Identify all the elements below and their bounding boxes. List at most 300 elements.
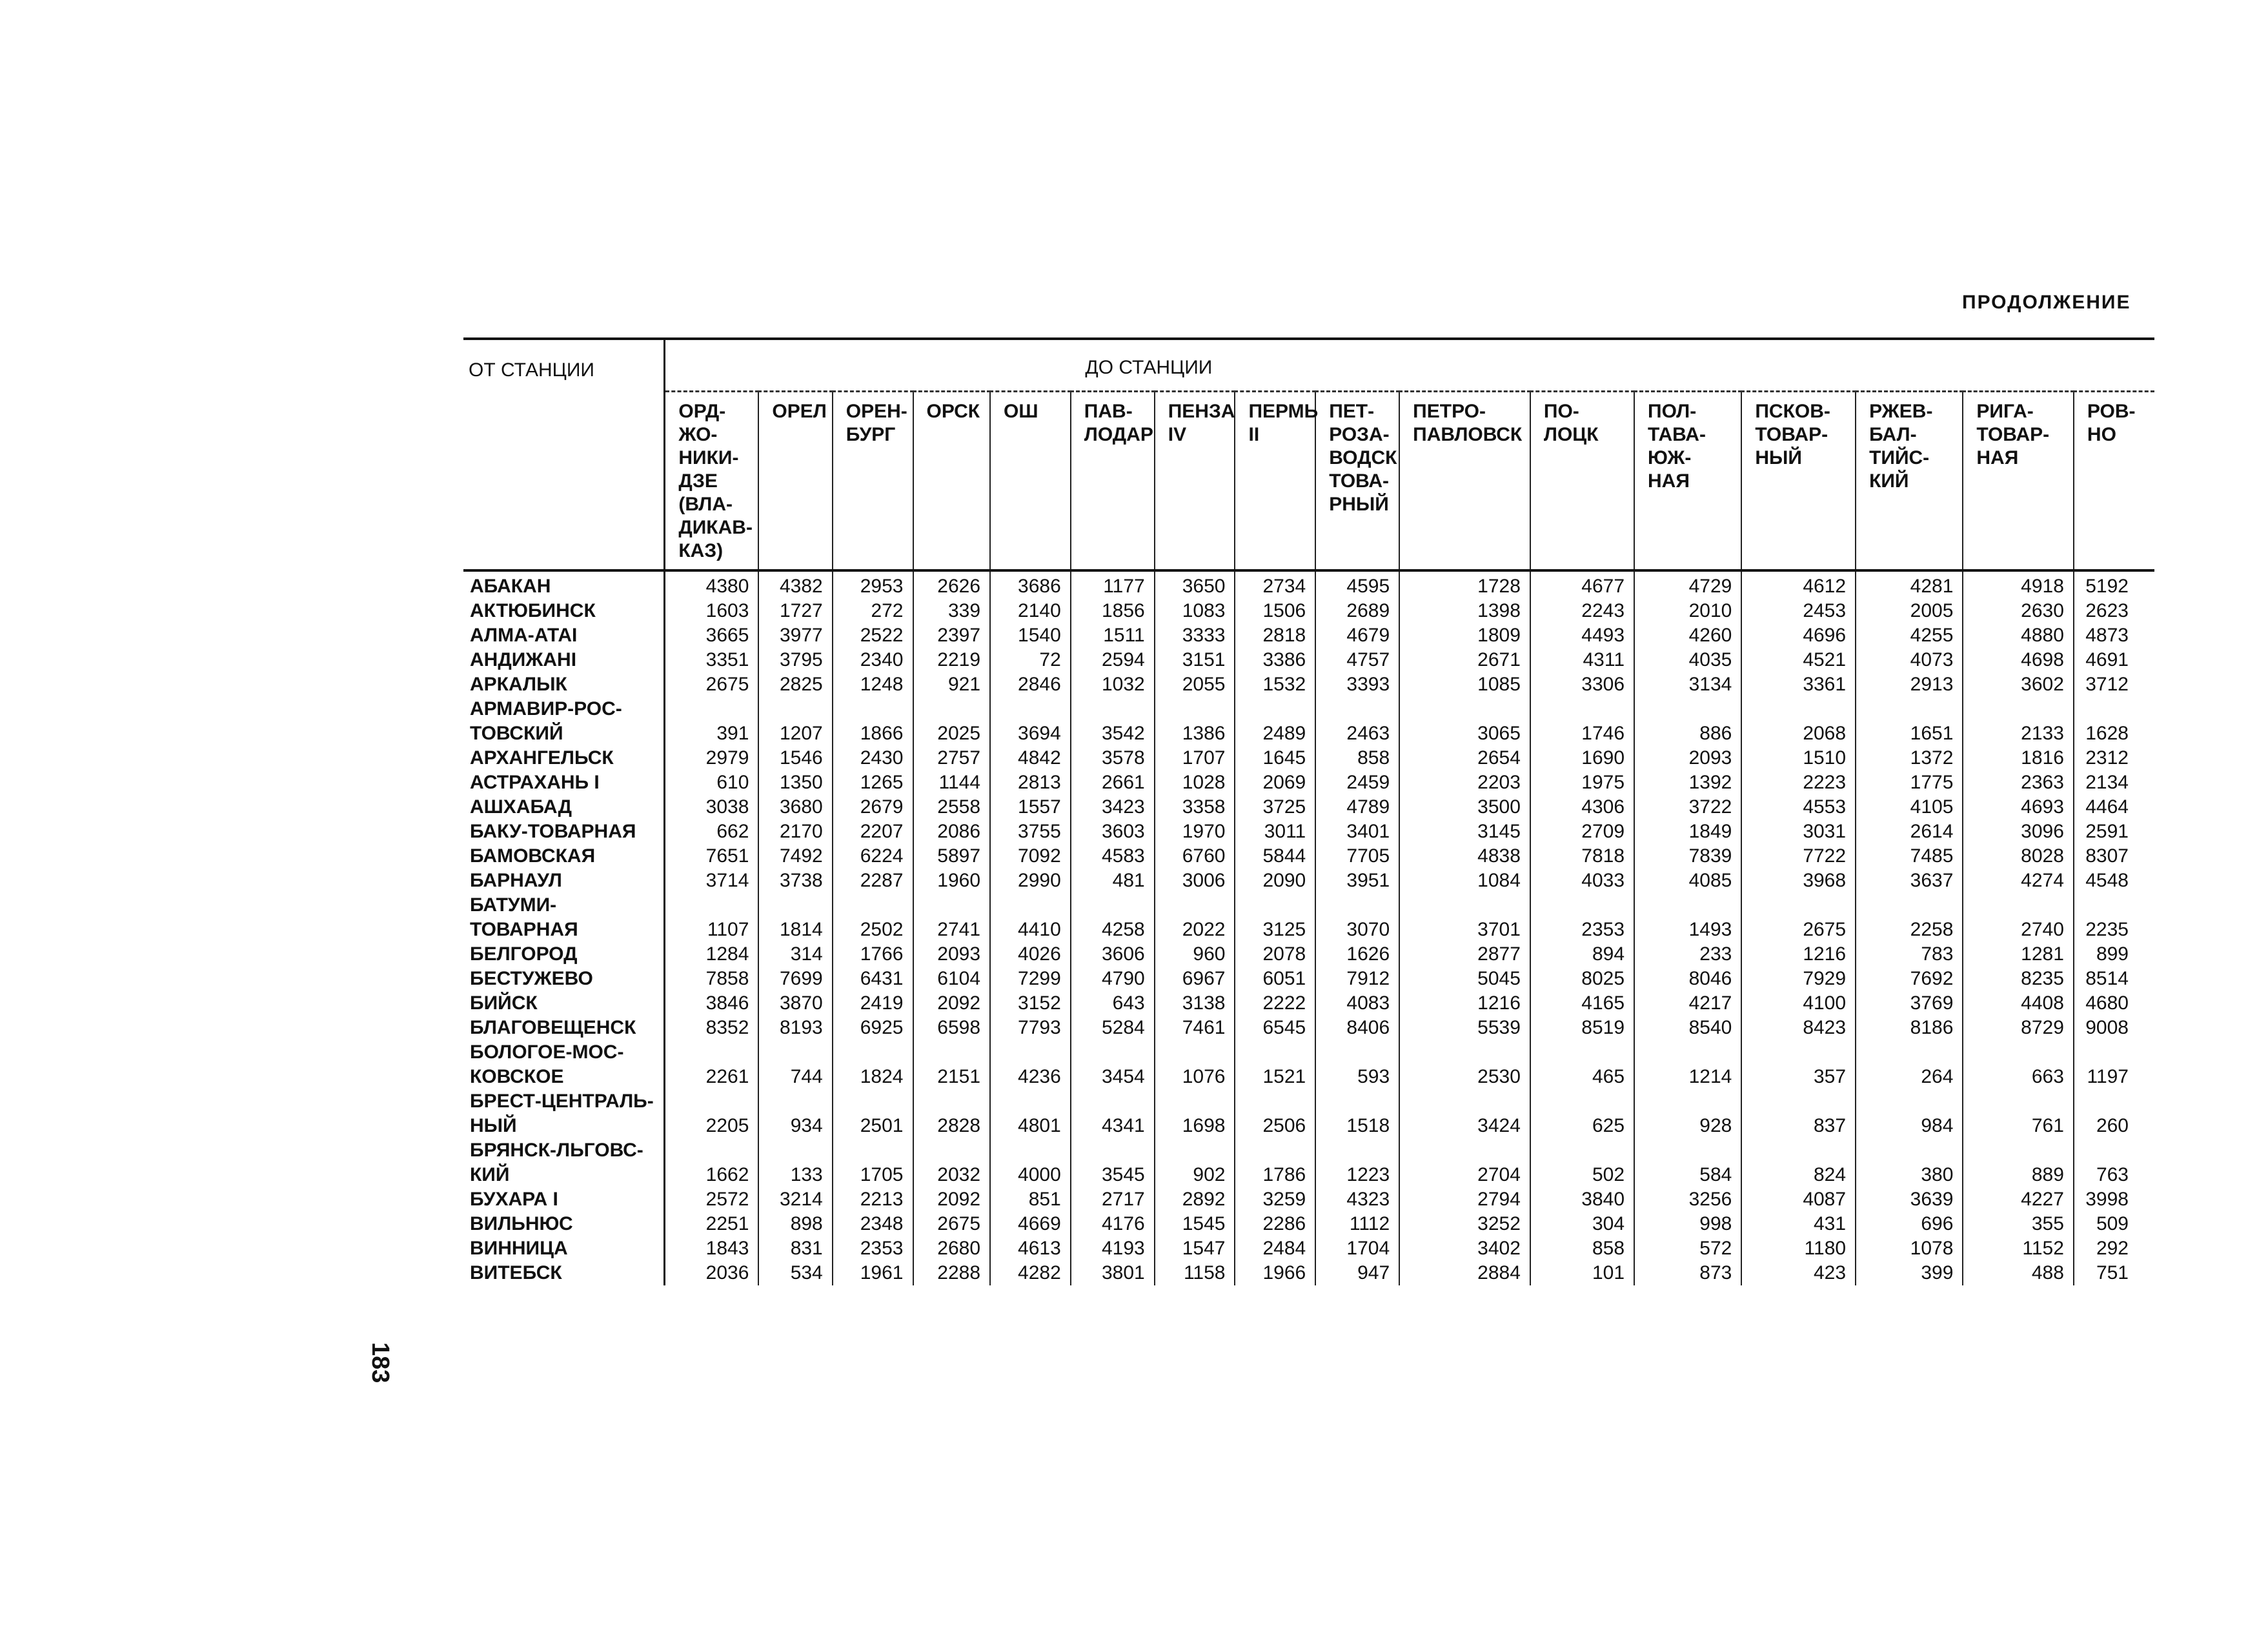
distance-cell: 2846 [990, 672, 1071, 697]
distance-cell: 3606 [1071, 942, 1155, 967]
distance-cell: 9008 [2085, 1017, 2129, 1038]
distance-cell: 1510 [1741, 746, 1856, 770]
table-row [463, 746, 2154, 770]
distance-cell: 2397 [913, 623, 991, 648]
distance-cell: 7912 [1315, 967, 1399, 991]
distance-cell: 902 [1155, 1138, 1235, 1187]
distance-cell: 2207 [833, 820, 913, 844]
distance-cell: 886 [1634, 697, 1741, 746]
column-header: ОШ [990, 392, 1071, 571]
distance-cell: 3542 [1071, 697, 1155, 746]
distance-cell: 3259 [1235, 1187, 1315, 1212]
distance-cell: 2704 [1399, 1138, 1530, 1187]
distance-cell: 3402 [1399, 1236, 1530, 1261]
distance-cell: 4493 [1530, 623, 1634, 648]
distance-cell: 1144 [913, 770, 991, 795]
distance-cell: 1966 [1235, 1261, 1315, 1285]
distance-cell: 3639 [1856, 1187, 1963, 1212]
station-name: БЕСТУЖЕВО [463, 967, 665, 991]
distance-cell: 1248 [833, 672, 913, 697]
distance-cell: 4595 [1315, 570, 1399, 599]
distance-cell: 4085 [1634, 869, 1741, 893]
distance-cell: 4838 [1399, 844, 1530, 869]
distance-cell: 593 [1315, 1040, 1399, 1089]
distance-cell: 2092 [913, 1187, 991, 1212]
distance-cell: 662 [665, 820, 759, 844]
distance-cell: 2055 [1155, 672, 1235, 697]
distance-cell: 3545 [1071, 1138, 1155, 1187]
distance-cell: 1028 [1155, 770, 1235, 795]
distance-cell: 2990 [990, 869, 1071, 893]
station-name: АБАКАН [463, 570, 665, 599]
distance-cell: 4677 [1530, 570, 1634, 599]
distance-cell: 355 [1963, 1212, 2074, 1236]
distance-cell: 1386 [1155, 697, 1235, 746]
distance-cell: 3694 [990, 697, 1071, 746]
table-row [463, 820, 2154, 844]
distance-cell: 3714 [665, 869, 759, 893]
distance-cell: 3424 [1399, 1089, 1530, 1138]
distance-cell: 2877 [1399, 942, 1530, 967]
distance-cell: 2671 [1399, 648, 1530, 672]
distance-cell: 4258 [1071, 893, 1155, 942]
distance-cell: 3152 [990, 991, 1071, 1016]
distance-cell: 357 [1741, 1040, 1856, 1089]
distance-cell: 7492 [758, 844, 832, 869]
distance-cell: 4083 [1315, 991, 1399, 1016]
table-row [463, 1089, 2154, 1138]
continuation-label: ПРОДОЛЖЕНИЕ [1962, 292, 2131, 313]
distance-cell: 1645 [1235, 746, 1315, 770]
distance-cell: 3031 [1741, 820, 1856, 844]
distance-cell: 7699 [758, 967, 832, 991]
distance-cell: 2740 [1963, 893, 2074, 942]
distance-cell: 2140 [990, 599, 1071, 623]
distance-cell: 3637 [1856, 869, 1963, 893]
distance-cell: 2353 [1530, 893, 1634, 942]
table-row [463, 672, 2154, 697]
distance-cell: 1547 [1155, 1236, 1235, 1261]
distance-cell: 2078 [1235, 942, 1315, 967]
distance-cell: 3214 [758, 1187, 832, 1212]
distance-cell: 8235 [1963, 967, 2074, 991]
distance-cell: 1083 [1155, 599, 1235, 623]
table-row [463, 869, 2154, 893]
distance-cell: 3252 [1399, 1212, 1530, 1236]
distance-cell: 2828 [913, 1089, 991, 1138]
distance-cell: 314 [758, 942, 832, 967]
distance-cell: 4323 [1315, 1187, 1399, 1212]
distance-cell: 3840 [1530, 1187, 1634, 1212]
column-headers [463, 392, 2154, 571]
distance-cell: 339 [913, 599, 991, 623]
distance-cell: 2675 [913, 1212, 991, 1236]
table-row [463, 623, 2154, 648]
distance-cell: 1746 [1530, 697, 1634, 746]
distance-cell: 3393 [1315, 672, 1399, 697]
distance-cell: 1814 [758, 893, 832, 942]
distance-cell: 898 [758, 1212, 832, 1236]
distance-cell: 3333 [1155, 623, 1235, 648]
distance-cell: 1085 [1399, 672, 1530, 697]
distance-cell: 2459 [1315, 770, 1399, 795]
distance-cell: 6598 [913, 1016, 991, 1040]
distance-cell: 4691 [2085, 649, 2129, 670]
distance-cell: 2363 [1963, 770, 2074, 795]
distance-cell: 1177 [1071, 570, 1155, 599]
column-header: ПЕНЗА IV [1155, 392, 1235, 571]
distance-cell: 1216 [1399, 991, 1530, 1016]
column-header: РЖЕВ- БАЛ- ТИЙС- КИЙ [1856, 392, 1963, 571]
station-name: АЛМА-АТАI [463, 623, 665, 648]
station-name: БАТУМИ-ТОВАРНАЯ [463, 893, 665, 942]
distance-cell: 1032 [1071, 672, 1155, 697]
distance-cell: 947 [1315, 1261, 1399, 1285]
distance-cell: 4306 [1530, 795, 1634, 820]
distance-cell: 2419 [833, 991, 913, 1016]
distance-cell: 2287 [833, 869, 913, 893]
distance-cell: 304 [1530, 1212, 1634, 1236]
column-header: ОРЕЛ [758, 392, 832, 571]
distance-cell: 423 [1741, 1261, 1856, 1285]
distance-cell: 2884 [1399, 1261, 1530, 1285]
distance-cell: 1975 [1530, 770, 1634, 795]
distance-cell: 2213 [833, 1187, 913, 1212]
distance-cell: 3256 [1634, 1187, 1741, 1212]
distance-cell: 509 [2096, 1213, 2129, 1234]
distance-cell: 2813 [990, 770, 1071, 795]
station-name: АРХАНГЕЛЬСК [463, 746, 665, 770]
distance-cell: 1197 [2087, 1066, 2129, 1087]
table-row [463, 1261, 2154, 1285]
distance-cell: 899 [2096, 943, 2129, 965]
table-row [463, 991, 2154, 1016]
column-header: ПОЛ- ТАВА- ЮЖ- НАЯ [1634, 392, 1741, 571]
from-station-header: ОТ СТАНЦИИ [463, 339, 665, 570]
distance-cell: 1786 [1235, 1138, 1315, 1187]
distance-cell: 2068 [1741, 697, 1856, 746]
distance-cell: 2892 [1155, 1187, 1235, 1212]
distance-cell: 5284 [1071, 1016, 1155, 1040]
distance-cell: 8307 [2085, 845, 2129, 867]
distance-cell: 2235 [2085, 919, 2129, 940]
distance-cell: 260 [2096, 1115, 2129, 1136]
distance-cell: 1662 [665, 1138, 759, 1187]
station-name: БОЛОГОЕ-МОС- КОВСКОЕ [463, 1040, 665, 1089]
distance-cell: 2222 [1235, 991, 1315, 1016]
distance-cell: 1506 [1235, 599, 1315, 623]
distance-cell: 4380 [665, 570, 759, 599]
station-name: АШХАБАД [463, 795, 665, 820]
distance-cell: 3145 [1399, 820, 1530, 844]
distance-cell: 3401 [1315, 820, 1399, 844]
distance-cell: 4165 [1530, 991, 1634, 1016]
distance-cell: 6967 [1155, 967, 1235, 991]
distance-cell: 1626 [1315, 942, 1399, 967]
distance-cell: 5844 [1235, 844, 1315, 869]
distance-cell: 1960 [913, 869, 991, 893]
station-name: ВИННИЦА [463, 1236, 665, 1261]
distance-cell: 1843 [665, 1236, 759, 1261]
table-row [463, 599, 2154, 623]
column-header: ПЕТРО- ПАВЛОВСК [1399, 392, 1530, 571]
distance-cell: 824 [1741, 1138, 1856, 1187]
distance-cell: 1392 [1634, 770, 1741, 795]
distance-cell: 264 [1856, 1040, 1963, 1089]
distance-cell: 4729 [1634, 570, 1741, 599]
distance-cell: 984 [1856, 1089, 1963, 1138]
distance-cell: 2522 [833, 623, 913, 648]
distance-cell: 2090 [1235, 869, 1315, 893]
distance-cell: 2484 [1235, 1236, 1315, 1261]
distance-cell: 3134 [1634, 672, 1741, 697]
station-name: ВИЛЬНЮС [463, 1212, 665, 1236]
distance-cell: 2093 [1634, 746, 1741, 770]
distance-cell: 1372 [1856, 746, 1963, 770]
distance-cell: 894 [1530, 942, 1634, 967]
distance-cell: 7929 [1741, 967, 1856, 991]
distance-cell: 696 [1856, 1212, 1963, 1236]
distance-cell: 534 [758, 1261, 832, 1285]
table-row [463, 1040, 2154, 1089]
distance-cell: 2025 [913, 697, 991, 746]
distance-cell: 2151 [913, 1040, 991, 1089]
distance-cell: 4193 [1071, 1236, 1155, 1261]
distance-cell: 2591 [2085, 821, 2129, 842]
station-name: БАКУ-ТОВАРНАЯ [463, 820, 665, 844]
distance-cell: 1511 [1071, 623, 1155, 648]
distance-cell: 4176 [1071, 1212, 1155, 1236]
distance-cell: 4281 [1856, 570, 1963, 599]
distance-cell: 3701 [1399, 893, 1530, 942]
distance-cell: 465 [1530, 1040, 1634, 1089]
distance-cell: 3801 [1071, 1261, 1155, 1285]
distance-cell: 2675 [665, 672, 759, 697]
distance-cell: 2286 [1235, 1212, 1315, 1236]
distance-cell: 101 [1530, 1261, 1634, 1285]
distance-cell: 6431 [833, 967, 913, 991]
distance-cell: 7692 [1856, 967, 1963, 991]
distance-cell: 4408 [1963, 991, 2074, 1016]
distance-cell: 1816 [1963, 746, 2074, 770]
distance-cell: 2818 [1235, 623, 1315, 648]
distance-cell: 2626 [913, 570, 991, 599]
distance-cell: 4255 [1856, 623, 1963, 648]
distance-cell: 2261 [665, 1040, 759, 1089]
distance-cell: 6925 [833, 1016, 913, 1040]
distance-cell: 5192 [2085, 576, 2129, 597]
column-header: ПЕТ- РОЗА- ВОДСК ТОВА- РНЫЙ [1315, 392, 1399, 571]
distance-cell: 1704 [1315, 1236, 1399, 1261]
distance-cell: 4000 [990, 1138, 1071, 1187]
distance-cell: 1521 [1235, 1040, 1315, 1089]
distance-cell: 4698 [1963, 648, 2074, 672]
distance-cell: 2036 [665, 1261, 759, 1285]
distance-cell: 4227 [1963, 1187, 2074, 1212]
distance-cell: 3769 [1856, 991, 1963, 1016]
distance-cell: 1107 [665, 893, 759, 942]
table-row [463, 770, 2154, 795]
distance-cell: 4880 [1963, 623, 2074, 648]
table-row [463, 697, 2154, 746]
distance-cell: 2430 [833, 746, 913, 770]
distance-cell: 8186 [1856, 1016, 1963, 1040]
distance-cell: 751 [2096, 1262, 2129, 1283]
distance-cell: 2717 [1071, 1187, 1155, 1212]
distance-cell: 2489 [1235, 697, 1315, 746]
distance-cell: 8729 [1963, 1016, 2074, 1040]
distance-cell: 572 [1634, 1236, 1741, 1261]
distance-cell: 380 [1856, 1138, 1963, 1187]
distance-table [463, 337, 2154, 1285]
distance-cell: 2170 [758, 820, 832, 844]
distance-cell: 2032 [913, 1138, 991, 1187]
distance-cell: 2092 [913, 991, 991, 1016]
table-row [463, 648, 2154, 672]
distance-cell: 8514 [2085, 968, 2129, 989]
distance-cell: 2506 [1235, 1089, 1315, 1138]
distance-cell: 761 [1963, 1089, 2074, 1138]
column-header: ПСКОВ- ТОВАР- НЫЙ [1741, 392, 1856, 571]
distance-cell: 3070 [1315, 893, 1399, 942]
distance-cell: 8423 [1741, 1016, 1856, 1040]
distance-cell: 4693 [1963, 795, 2074, 820]
distance-cell: 3686 [990, 570, 1071, 599]
distance-cell: 1546 [758, 746, 832, 770]
distance-cell: 2312 [2085, 747, 2129, 769]
distance-cell: 8025 [1530, 967, 1634, 991]
distance-cell: 2661 [1071, 770, 1155, 795]
table-body [463, 570, 2154, 1285]
distance-cell: 1809 [1399, 623, 1530, 648]
distance-cell: 4073 [1856, 648, 1963, 672]
distance-cell: 584 [1634, 1138, 1741, 1187]
distance-cell: 72 [990, 648, 1071, 672]
distance-cell: 2453 [1741, 599, 1856, 623]
distance-cell: 2689 [1315, 599, 1399, 623]
distance-cell: 744 [758, 1040, 832, 1089]
distance-cell: 3602 [1963, 672, 2074, 697]
distance-cell: 1628 [2085, 723, 2129, 744]
distance-cell: 3722 [1634, 795, 1741, 820]
distance-cell: 2953 [833, 570, 913, 599]
distance-cell: 2353 [833, 1236, 913, 1261]
distance-cell: 1180 [1741, 1236, 1856, 1261]
distance-cell: 502 [1530, 1138, 1634, 1187]
distance-cell: 4873 [2085, 625, 2129, 646]
distance-cell: 2614 [1856, 820, 1963, 844]
distance-cell: 3125 [1235, 893, 1315, 942]
distance-cell: 1207 [758, 697, 832, 746]
distance-cell: 2133 [1963, 697, 2074, 746]
page-number: 183 [367, 1342, 394, 1383]
distance-cell: 3738 [758, 869, 832, 893]
distance-cell: 2243 [1530, 599, 1634, 623]
distance-cell: 2741 [913, 893, 991, 942]
distance-cell: 831 [758, 1236, 832, 1261]
distance-cell: 7092 [990, 844, 1071, 869]
distance-cell: 3968 [1741, 869, 1856, 893]
distance-cell: 4521 [1741, 648, 1856, 672]
distance-cell: 4105 [1856, 795, 1963, 820]
station-name: БУХАРА I [463, 1187, 665, 1212]
distance-cell: 6104 [913, 967, 991, 991]
distance-cell: 4680 [2085, 992, 2129, 1014]
distance-cell: 2825 [758, 672, 832, 697]
table-row [463, 1138, 2154, 1187]
distance-cell: 2086 [913, 820, 991, 844]
distance-cell: 2203 [1399, 770, 1530, 795]
distance-cell: 2501 [833, 1089, 913, 1138]
distance-cell: 8406 [1315, 1016, 1399, 1040]
distance-cell: 4583 [1071, 844, 1155, 869]
table-row [463, 967, 2154, 991]
distance-cell: 4410 [990, 893, 1071, 942]
distance-cell: 272 [833, 599, 913, 623]
distance-cell: 1766 [833, 942, 913, 967]
distance-cell: 1214 [1634, 1040, 1741, 1089]
distance-cell: 3977 [758, 623, 832, 648]
distance-cell: 4464 [2085, 796, 2129, 818]
distance-cell: 3096 [1963, 820, 2074, 844]
distance-cell: 4087 [1741, 1187, 1856, 1212]
distance-cell: 8352 [665, 1016, 759, 1040]
distance-cell: 8519 [1530, 1016, 1634, 1040]
distance-cell: 7858 [665, 967, 759, 991]
distance-cell: 1849 [1634, 820, 1741, 844]
distance-cell: 1518 [1315, 1089, 1399, 1138]
column-header: ПЕРМЬ II [1235, 392, 1315, 571]
distance-cell: 8046 [1634, 967, 1741, 991]
distance-cell: 3065 [1399, 697, 1530, 746]
column-header: ПАВ- ЛОДАР [1071, 392, 1155, 571]
distance-cell: 3454 [1071, 1040, 1155, 1089]
distance-cell: 2913 [1856, 672, 1963, 697]
distance-cell: 2530 [1399, 1040, 1530, 1089]
distance-cell: 763 [2096, 1164, 2129, 1185]
table-row [463, 1187, 2154, 1212]
distance-cell: 3870 [758, 991, 832, 1016]
station-name: АНДИЖАНI [463, 648, 665, 672]
distance-cell: 2010 [1634, 599, 1741, 623]
distance-cell: 1603 [665, 599, 759, 623]
distance-cell: 2979 [665, 746, 759, 770]
table-header [463, 339, 2154, 570]
distance-cell: 3578 [1071, 746, 1155, 770]
distance-cell: 1705 [833, 1138, 913, 1187]
station-name: АРМАВИР-РОС- ТОВСКИЙ [463, 697, 665, 746]
distance-cell: 3358 [1155, 795, 1235, 820]
distance-cell: 1532 [1235, 672, 1315, 697]
distance-cell: 2022 [1155, 893, 1235, 942]
distance-cell: 431 [1741, 1212, 1856, 1236]
station-name: БИЙСК [463, 991, 665, 1016]
distance-cell: 4282 [990, 1261, 1071, 1285]
distance-cell: 4100 [1741, 991, 1856, 1016]
distance-cell: 4311 [1530, 648, 1634, 672]
distance-cell: 1284 [665, 942, 759, 967]
distance-cell: 481 [1071, 869, 1155, 893]
distance-cell: 133 [758, 1138, 832, 1187]
distance-cell: 399 [1856, 1261, 1963, 1285]
station-name: АКТЮБИНСК [463, 599, 665, 623]
distance-cell: 391 [665, 697, 759, 746]
distance-cell: 8540 [1634, 1016, 1741, 1040]
distance-cell: 4789 [1315, 795, 1399, 820]
distance-cell: 960 [1155, 942, 1235, 967]
station-name: БАМОВСКАЯ [463, 844, 665, 869]
distance-cell: 2258 [1856, 893, 1963, 942]
